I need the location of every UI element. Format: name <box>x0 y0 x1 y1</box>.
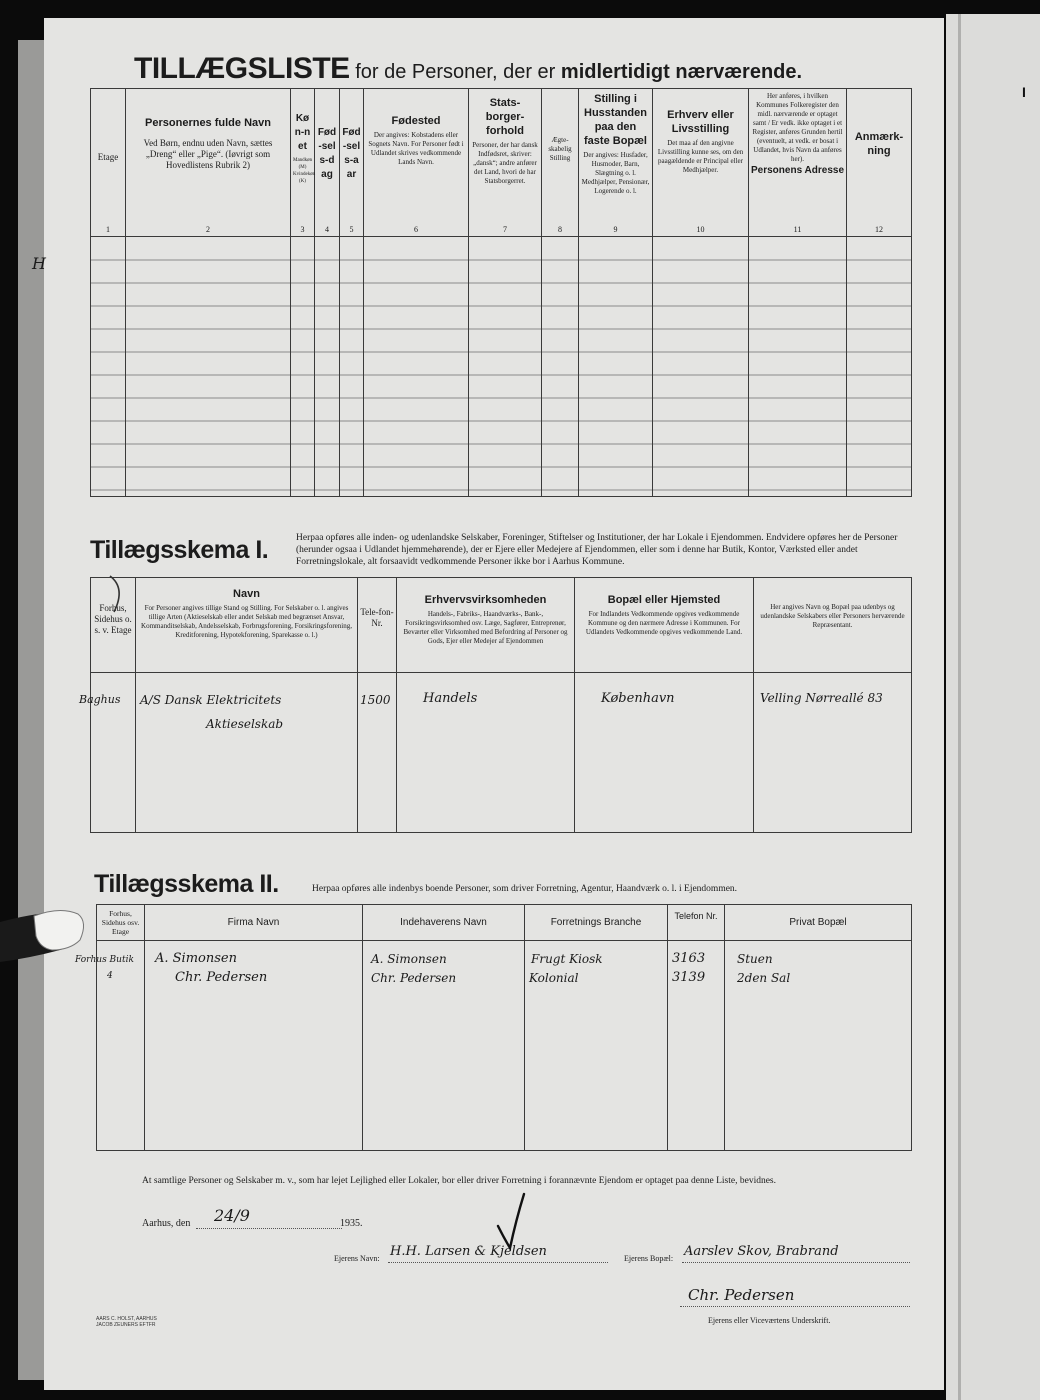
next-page-mark: I <box>1022 84 1026 100</box>
col-foedselsaar-header: Fød-sels-aar 5 <box>340 89 364 237</box>
skema2-row2-indehaver: Chr. Pedersen <box>371 971 457 985</box>
date-place-label: Aarhus, den <box>142 1218 191 1229</box>
skema1-cell-repr: Velling Nørreallé 83 <box>754 673 912 833</box>
skema1-cell-erhverv: Handels <box>397 673 575 833</box>
margin-mark: H <box>32 254 46 273</box>
col-etage-header: Etage 1 <box>91 89 126 237</box>
skema2-row1-firma: A. Simonsen <box>155 951 237 966</box>
pencil-stroke <box>104 574 134 614</box>
skema2-row1-bopael: Stuen <box>737 952 773 966</box>
date-handwritten: 24/9 <box>214 1206 250 1225</box>
main-list-table <box>90 88 912 497</box>
skema1-cell-telefon: 1500 <box>358 673 397 833</box>
skema1-col-erhverv: Erhvervsvirksomheden Handels-, Fabriks-, Haandværks-, Bank-, Forsikringsvirksomhed osv. Læge, Sagfører, Entreprenør, Beværter eller Virksomhed med Befordring af Personer og Gods, Ejer eller Medejer af Ejendommen <box>397 578 575 673</box>
skema1-col-navn: Navn For Personer angives tillige Stand og Stilling. For Selskaber o. l. angives tillige Arten (Aktieselskab eller andet Selskab med begrænset Ansvar, Kommanditselskab, Andelsselskab, Forbrugsforening, Forsikringsforening, Kreditforening, Hypotekforening, Sparekasse o. l.) <box>136 578 358 673</box>
skema1-entry-row <box>91 673 912 833</box>
main-list-body <box>91 237 912 497</box>
skema2-col-firma: Firma Navn <box>145 905 363 941</box>
skema2-header-row <box>97 905 912 941</box>
main-list-header-row <box>91 89 912 237</box>
col-foedested-header: Fødested Der angives: Kobstadens eller Sognets Navn. For Personer født i Udlandet skrives vedkommende Lands Navn. 6 <box>364 89 469 237</box>
main-title <box>134 52 802 86</box>
main-list-empty-rows <box>91 237 912 497</box>
skema1-header-row <box>91 578 912 673</box>
skema2-col-etage: Forhus, Sidehus osv. Etage <box>97 905 145 941</box>
skema2-row1-telefon: 3163 <box>672 951 706 966</box>
skema1-col-etage: Forhus, Sidehus o. s. v. Etage <box>91 578 136 673</box>
skema2-row2-bopael: 2den Sal <box>737 971 791 985</box>
col-statsborger-header: Stats-borger-forhold Personer, der har dansk Indfødsret, skriver: „dansk“; andre anfører det Land, hvori de har Statsborgerret. 7 <box>469 89 542 237</box>
skema2-title: Tillægsskema II. <box>94 870 279 898</box>
date-line <box>196 1228 342 1229</box>
owner-name-line <box>388 1262 608 1263</box>
col-aegteskab-header: Ægte-skabelig Stilling 8 <box>542 89 579 237</box>
col-name-header: Personernes fulde Navn Ved Børn, endnu uden Navn, sættes „Dreng“ eller „Pige“. (Iøvrigt som Hovedlistens Rubrik 2) 2 <box>126 89 291 237</box>
skema2-cell-etage <box>75 941 145 1151</box>
skema2-body <box>97 941 912 1151</box>
main-title-middle: for de Personer, der er <box>349 61 561 83</box>
skema2-intro: Herpaa opføres alle indenbys boende Personer, som driver Forretning, Agentur, Haandværk o. l. i Ejendommen. <box>312 884 738 894</box>
skema1-intro: Herpaa opføres alle inden- og udenlandske Selskaber, Foreninger, Stiftelser og Institutioner, der har Lokale i Ejendommen. Endvidere opføres her de Personer (herunder ogsaa i Udlandet hjemmehørende), der er Ejere eller Medejere af Ejendommen, eller som i denne har Butik, Kontor, Værksted eller andet Forretningslokale, alt forsaavidt vedkommende Personer ikke bor i Aarhus Kommune. <box>296 533 898 567</box>
skema1-cell-etage: Baghus <box>91 673 136 833</box>
skema2-col-bopael: Privat Bopæl <box>725 905 912 941</box>
skema1-table <box>79 577 912 833</box>
skema2-row2-branche: Kolonial <box>529 971 579 985</box>
skema1-col-bopael: Bopæl eller Hjemsted For Indlandets Vedkommende opgives vedkommende Kommune og den nærmere Adresse i Kommunen. For Udlandets Vedkommende opgives vedkommende Land. <box>575 578 754 673</box>
thumb-overlay <box>0 900 90 970</box>
signature-handwritten: Chr. Pedersen <box>688 1286 795 1304</box>
skema2-col-telefon: Telefon Nr. <box>668 905 725 941</box>
col-kon-header: Køn-net Mandkøn (M) Kvindekøn (K) 3 <box>291 89 315 237</box>
col-stilling-header: Stilling i Husstanden paa den faste Bopæl Der angives: Husfader, Husmoder, Barn, Slægtning o. l. Medhjælper, Pensionær, Logerende o. l. 9 <box>579 89 653 237</box>
page-edge <box>958 14 961 1400</box>
skema1-title: Tillægsskema I. <box>90 536 269 564</box>
attestation-statement: At samtlige Personer og Selskaber m. v., som har lejet Lejlighed eller Lokaler, bor eller driver Forretning i forannævnte Ejendom er optaget paa denne Liste, bevidnes. <box>142 1176 776 1186</box>
skema2-row1-etage: Forhus Butik <box>75 955 134 965</box>
skema2-row2-etage: 4 <box>107 971 113 981</box>
col-anmaerkning-header: Anmærk-ning 12 <box>847 89 912 237</box>
skema1-col-telefon: Tele-fon-Nr. <box>358 578 397 673</box>
main-title-end: midlertidigt nærværende. <box>560 61 803 83</box>
col-adresse-header: Her anføres, i hvilken Kommunes Folkeregister den midl. nærværende er optaget samt / Er vedk. ikke optaget i et Register, anføres Grunden hertil (eventuelt, at vedk. er bosat i Udlandet, hvis Navn da anføres her). Personens Adresse 11 <box>749 89 847 237</box>
skema2-col-indehaver: Indehaverens Navn <box>363 905 525 941</box>
checkmark-mark <box>494 1190 538 1252</box>
skema2-row2-telefon: 3139 <box>672 970 706 985</box>
skema2-cell-telefon <box>668 941 725 1151</box>
signature-line <box>680 1306 910 1307</box>
owner-address-handwritten: Aarslev Skov, Brabrand <box>684 1244 839 1259</box>
owner-address-line <box>682 1262 910 1263</box>
printer-imprint: AARS C. HOLST, AARHUS JACOB ZEUNERS EFTFR <box>96 1316 157 1328</box>
skema2-row2-firma: Chr. Pedersen <box>175 970 268 985</box>
col-foedselsdag-header: Fød-sels-dag 4 <box>315 89 340 237</box>
skema2-row1-branche: Frugt Kiosk <box>531 952 603 966</box>
skema1-cell-navn: A/S Dansk Elektricitets Aktieselskab <box>136 673 358 833</box>
skema1-col-repr: Her angives Navn og Bopæl paa udenbys og udenlandske Selskabers eller Personers herværende Repræsentant. <box>754 578 912 673</box>
skema2-cell-indehaver <box>363 941 525 1151</box>
signature-label: Ejerens eller Viceværtens Underskrift. <box>708 1316 831 1325</box>
page-shadow <box>18 40 46 1380</box>
skema2-cell-bopael <box>725 941 912 1151</box>
skema2-cell-firma <box>145 941 363 1151</box>
skema1-cell-bopael: København <box>575 673 754 833</box>
skema2-col-branche: Forretnings Branche <box>525 905 668 941</box>
year-label: 1935. <box>340 1218 363 1229</box>
owner-name-label: Ejerens Navn: <box>334 1254 380 1263</box>
skema2-row1-indehaver: A. Simonsen <box>371 952 447 966</box>
main-title-bold: TILLÆGSLISTE <box>134 52 350 85</box>
owner-name-handwritten: H.H. Larsen & Kjeldsen <box>390 1244 547 1259</box>
skema2-table <box>75 904 912 1151</box>
skema2-cell-branche <box>525 941 668 1151</box>
owner-address-label: Ejerens Bopæl: <box>624 1254 674 1263</box>
col-erhverv-header: Erhverv eller Livsstilling Det maa af den angivne Livsstilling kunne ses, om den paagældende er Principal eller Medhjælper. 10 <box>653 89 749 237</box>
